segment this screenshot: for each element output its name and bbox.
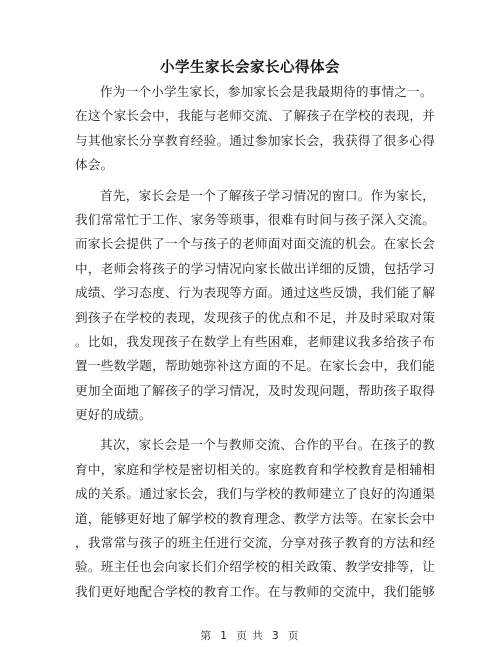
paragraph-1 [75, 80, 435, 178]
paragraph-line: 更加全面地了解孩子的学习情况，及时发现问题，帮助孩子取得 [75, 382, 435, 398]
paragraph-line: 在这个家长会中，我能与老师交流、了解孩子在学校的表现，并 [75, 108, 435, 124]
paragraph-line: 我们更好地配合学校的教育工作。在与教师的交流中，我们能够 [75, 583, 435, 599]
paragraph-line: 成的关系。通过家长会，我们与学校的教师建立了良好的沟通渠 [75, 486, 435, 502]
paragraph-line: 。比如，我发现孩子在数学上有些困难，老师建议我多给孩子布 [75, 333, 435, 349]
paragraph-2 [75, 184, 435, 428]
footer-total-pages: 3 [272, 630, 280, 642]
paragraph-line: 作为一个小学生家长，参加家长会是我最期待的事情之一。 [100, 84, 433, 99]
paragraph-line: 我们常常忙于工作、家务等琐事，很难有时间与孩子深入交流。 [75, 211, 435, 227]
paragraph-line: 验。班主任也会向家长们介绍学校的相关政策、教学安排等，让 [75, 559, 435, 575]
document-body [75, 80, 435, 604]
paragraph-line: 体会。 [75, 157, 114, 173]
footer-prefix: 第 [200, 630, 212, 642]
paragraph-line: ，我常常与孩子的班主任进行交流，分享对孩子教育的方法和经 [75, 535, 435, 551]
paragraph-line: 中，老师会将孩子的学习情况向家长做出详细的反馈，包括学习 [75, 260, 435, 276]
paragraph-line: 而家长会提供了一个与孩子的老师面对面交流的机会。在家长会 [75, 236, 435, 252]
paragraph-line: 更好的成绩。 [75, 407, 152, 423]
paragraph-line: 其次，家长会是一个与教师交流、合作的平台。在孩子的教 [100, 437, 435, 453]
paragraph-line: 置一些数学题，帮助她弥补这方面的不足。在家长会中，我们能 [75, 358, 435, 374]
paragraph-line: 到孩子在学校的表现，发现孩子的优点和不足，并及时采取对策 [75, 309, 435, 325]
paragraph-line: 与其他家长分享教育经验。通过参加家长会，我获得了很多心得 [75, 132, 435, 148]
paragraph-3 [75, 433, 435, 604]
paragraph-line: 育中，家庭和学校是密切相关的。家庭教育和学校教育是相辅相 [75, 461, 435, 477]
paragraph-line: 道，能够更好地了解学校的教育理念、教学方法等。在家长会中 [75, 510, 435, 526]
footer-suffix: 页 [288, 630, 300, 642]
paragraph-line: 首先，家长会是一个了解孩子学习情况的窗口。作为家长， [100, 187, 435, 203]
paragraph-line: 成绩、学习态度、行为表现等方面。通过这些反馈，我们能了解 [75, 285, 435, 301]
footer-current-page: 1 [220, 630, 228, 642]
document-title: 小学生家长会家长心得体会 [160, 60, 340, 76]
page-footer [0, 628, 500, 643]
footer-middle: 页 共 [236, 630, 264, 642]
